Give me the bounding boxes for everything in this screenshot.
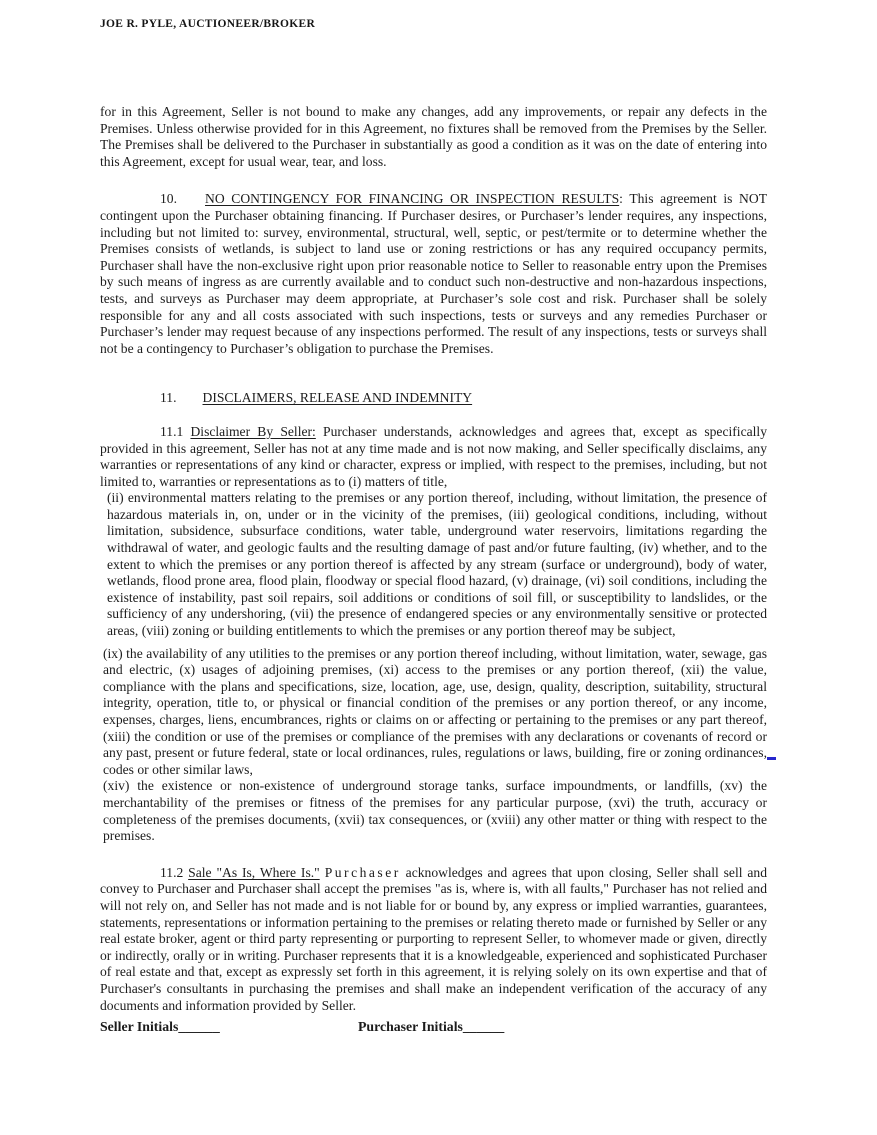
clause-11-1-block-ii: (ii) environmental matters relating to the premises or any portion thereof, including, without limitation, the presence of hazardous materials in, on, under or in the vicinity of the premises, (iii) geological conditions, including, without limitation, subsidence, subsurface conditions, water table, underground water reservoirs, limitations regarding the withdrawal of water, and geologic faults and the resulting damage of past and/or future faulting, (iv) whether, and to the extent to which the premises or any portion thereof is affected by any stream (surface or underground), body of water, wetlands, flood prone area, flood plain, floodway or special flood hazard, (v) drainage, (vi) soil conditions, including the existence of instability, past soil repairs, soil additions or conditions of soil fill, or susceptibility to landslides, or the sufficiency of any undershoring, (vii) the presence of endangered species or any environmentally sensitive or protected areas, (viii) zoning or building entitlements to which the premises or any portion thereof may be subject,: [107, 490, 767, 639]
letterhead-title: JOE R. PYLE, AUCTIONEER/BROKER: [100, 18, 316, 30]
purchaser-initials-label: Purchaser Initials: [358, 1019, 463, 1035]
clause-11-2-number: 11.2: [160, 864, 189, 880]
seller-initials-blank: ______: [178, 1019, 220, 1035]
purchaser-initials-blank: ______: [462, 1019, 505, 1035]
document-body: [100, 104, 767, 1039]
clause-11-2-body: acknowledges and agrees that upon closing, Seller shall sell and convey to Purchaser and Purchaser shall accept the premises "as is, where is, with all faults," Purchaser has not relied and will not rely on, and Seller has not made and is not liable for or bound by, any express or implied warranties, guarantees, statements, representations or information pertaining to the premises or relating thereto made or furnished by Seller or any real estate broker, agent or third party representing or purporting to represent Seller, to whomever made or given, directly or indirectly, orally or in writing. Purchaser represents that it is a knowledgeable, experienced and sophisticated Purchaser of real estate and that, except as expressly set forth in this agreement, it is relying solely on its own expertise and that of Purchaser's consultants in purchasing the premises and shall make an independent verification of the accuracy of any documents and information provided by Seller.: [100, 864, 768, 1013]
clause-11-2-paragraph: [100, 865, 767, 1014]
section-11-number: 11.: [160, 390, 177, 406]
clause-11-1-block-ix: (ix) the availability of any utilities to the premises or any portion thereof including, without limitation, water, sewage, gas and electric, (x) usages of adjoining premises, (xi) access to the premises or any portion thereof, (xii) the value, compliance with the plans and specifications, size, location, age, use, design, quality, description, suitability, structural integrity, operation, title to, or physical or financial condition of the premises or any portion thereof, or any income, expenses, charges, liens, encumbrances, rights or claims on or affecting or pertaining to the premises or any part thereof, (xiii) the condition or use of the premises or compliance of the premises with any declarations or covenants of record or any past, present or future federal, state or local ordinances, rules, regulations or laws, building, fire or zoning ordinances, codes or other similar laws,: [103, 645, 767, 777]
section-10-body: : This agreement is NOT contingent upon the Purchaser obtaining financing. If Purchaser desires, or Purchaser’s lender requires, any inspections, including but not limited to: survey, environmental, structural, well, septic, or pest/termite or to determine whether the Premises consists of wetlands, is subject to land use or zoning restrictions or has any required occupancy permits, Purchaser shall have the non-exclusive right upon prior reasonable notice to Seller to reasonable entry upon the Premises by such means of ingress as are currently available and to conduct such non-destructive and non-hazardous inspections, tests, and surveys as Purchaser may deem appropriate, at Purchaser’s sole cost and risk. Purchaser shall be solely responsible for any and all costs associated with such inspections, tests or surveys and any remedies Purchaser or Purchaser’s lender may request because of any inspections performed. The result of any inspections, tests or surveys shall not be a contingency to Purchaser’s obligation to purchase the Premises.: [100, 191, 767, 356]
margin-revision-mark: [767, 757, 776, 760]
section-10-heading: NO CONTINGENCY FOR FINANCING OR INSPECTION RESULTS: [205, 191, 620, 207]
section-11-heading-row: [100, 390, 767, 407]
seller-initials: [100, 1019, 220, 1035]
section-10-number: 10.: [160, 191, 177, 207]
clause-11-1-lead: Disclaimer By Seller:: [190, 423, 316, 439]
clause-11-2-spaced-word: Purchaser: [324, 864, 401, 880]
initials-row: [100, 1019, 767, 1039]
clause-11-1-intro: [100, 424, 767, 490]
clause-11-1-number: 11.1: [160, 423, 191, 439]
purchaser-initials: [358, 1019, 504, 1035]
clause-11-1-intro-text: Purchaser understands, acknowledges and agrees that, except as specifically provided in this agreement, Seller has not at any time made and is not now making, and Seller specifically disclaims, any warranties or representations of any kind or character, express or implied, with respect to the premises, including, but not limited to, warranties or representations as to (i) matters of title,: [100, 423, 767, 489]
clause-11-2-lead: Sale "As Is, Where Is.": [188, 864, 320, 880]
section-11-heading: DISCLAIMERS, RELEASE AND INDEMNITY: [202, 390, 473, 406]
paragraph-continuation: for in this Agreement, Seller is not bound to make any changes, add any improvements, or repair any defects in the Premises. Unless otherwise provided for in this Agreement, no fixtures shall be removed from the Premises by the Seller. The Premises shall be delivered to the Purchaser in substantially as good a condition as it was on the date of entering into this Agreement, except for usual wear, tear, and loss.: [100, 104, 767, 169]
section-10-paragraph: [100, 191, 767, 357]
clause-11-1-block-xiv: (xiv) the existence or non-existence of underground storage tanks, surface impoundments, or landfills, (xv) the merchantability of the premises or fitness of the premises for any particular purpose, (xvi) the truth, accuracy or completeness of the premises documents, (xvii) tax consequences, or (xviii) any other matter or thing with respect to the premises.: [103, 778, 767, 844]
seller-initials-label: Seller Initials: [100, 1019, 179, 1035]
